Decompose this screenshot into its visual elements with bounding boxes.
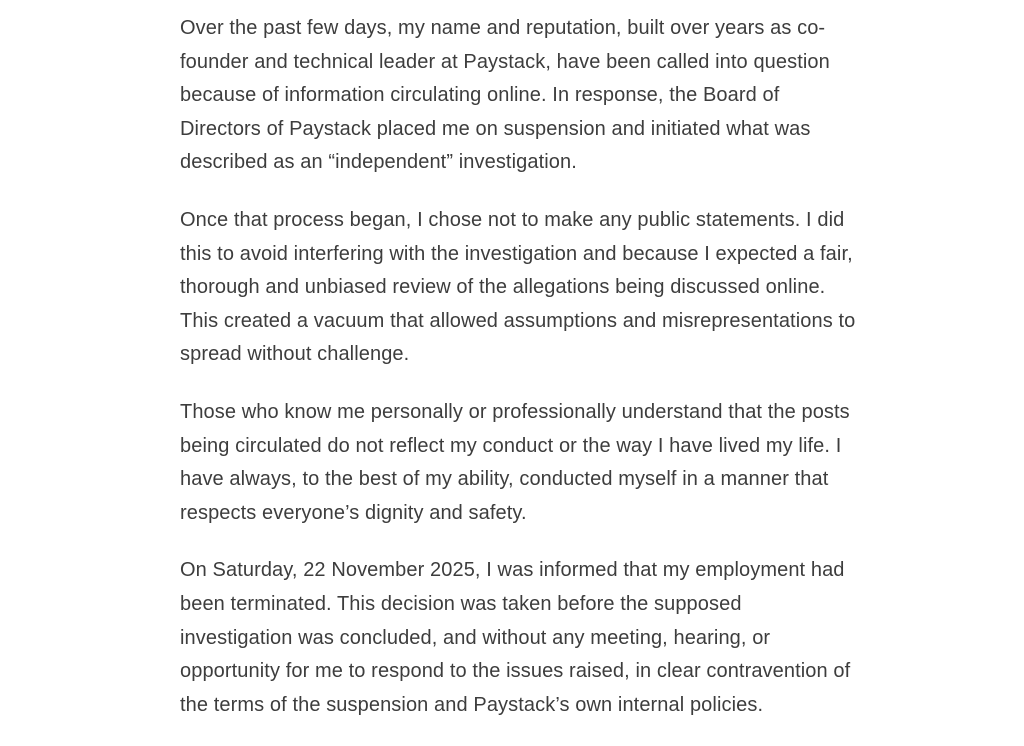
paragraph-termination (180, 554, 940, 722)
text-line: this to avoid interfering with the investigation and because I expected a fair, (180, 242, 853, 265)
paragraph-conduct (180, 396, 940, 530)
text-line: opportunity for me to respond to the issues raised, in clear contravention of (180, 660, 851, 683)
text-line: investigation was concluded, and without any meeting, hearing, or (180, 626, 771, 649)
text-line: been terminated. This decision was taken before the supposed (180, 592, 742, 615)
paragraph-suspension (180, 12, 940, 180)
article-body (180, 12, 940, 746)
paragraph-silence (180, 204, 940, 372)
text-line: This created a vacuum that allowed assumptions and misrepresentations to (180, 309, 856, 332)
text-line: respects everyone’s dignity and safety. (180, 501, 527, 524)
text-line: thorough and unbiased review of the allegations being discussed online. (180, 276, 826, 299)
text-line: founder and technical leader at Paystack, have been called into question (180, 50, 830, 73)
text-line: Once that process began, I chose not to make any public statements. I did (180, 208, 845, 231)
text-line: because of information circulating online. In response, the Board of (180, 84, 780, 107)
text-line: described as an “independent” investigation. (180, 151, 577, 174)
text-line: Over the past few days, my name and reputation, built over years as co- (180, 17, 826, 39)
text-line: being circulated do not reflect my conduct or the way I have lived my life. I (180, 434, 842, 457)
text-line: On Saturday, 22 November 2025, I was informed that my employment had (180, 559, 845, 582)
text-line: the terms of the suspension and Paystack’s own internal policies. (180, 693, 764, 716)
text-line: have always, to the best of my ability, conducted myself in a manner that (180, 468, 829, 491)
text-line: Those who know me personally or professionally understand that the posts (180, 400, 850, 423)
text-line: Directors of Paystack placed me on suspension and initiated what was (180, 117, 811, 140)
text-line: spread without challenge. (180, 343, 410, 366)
